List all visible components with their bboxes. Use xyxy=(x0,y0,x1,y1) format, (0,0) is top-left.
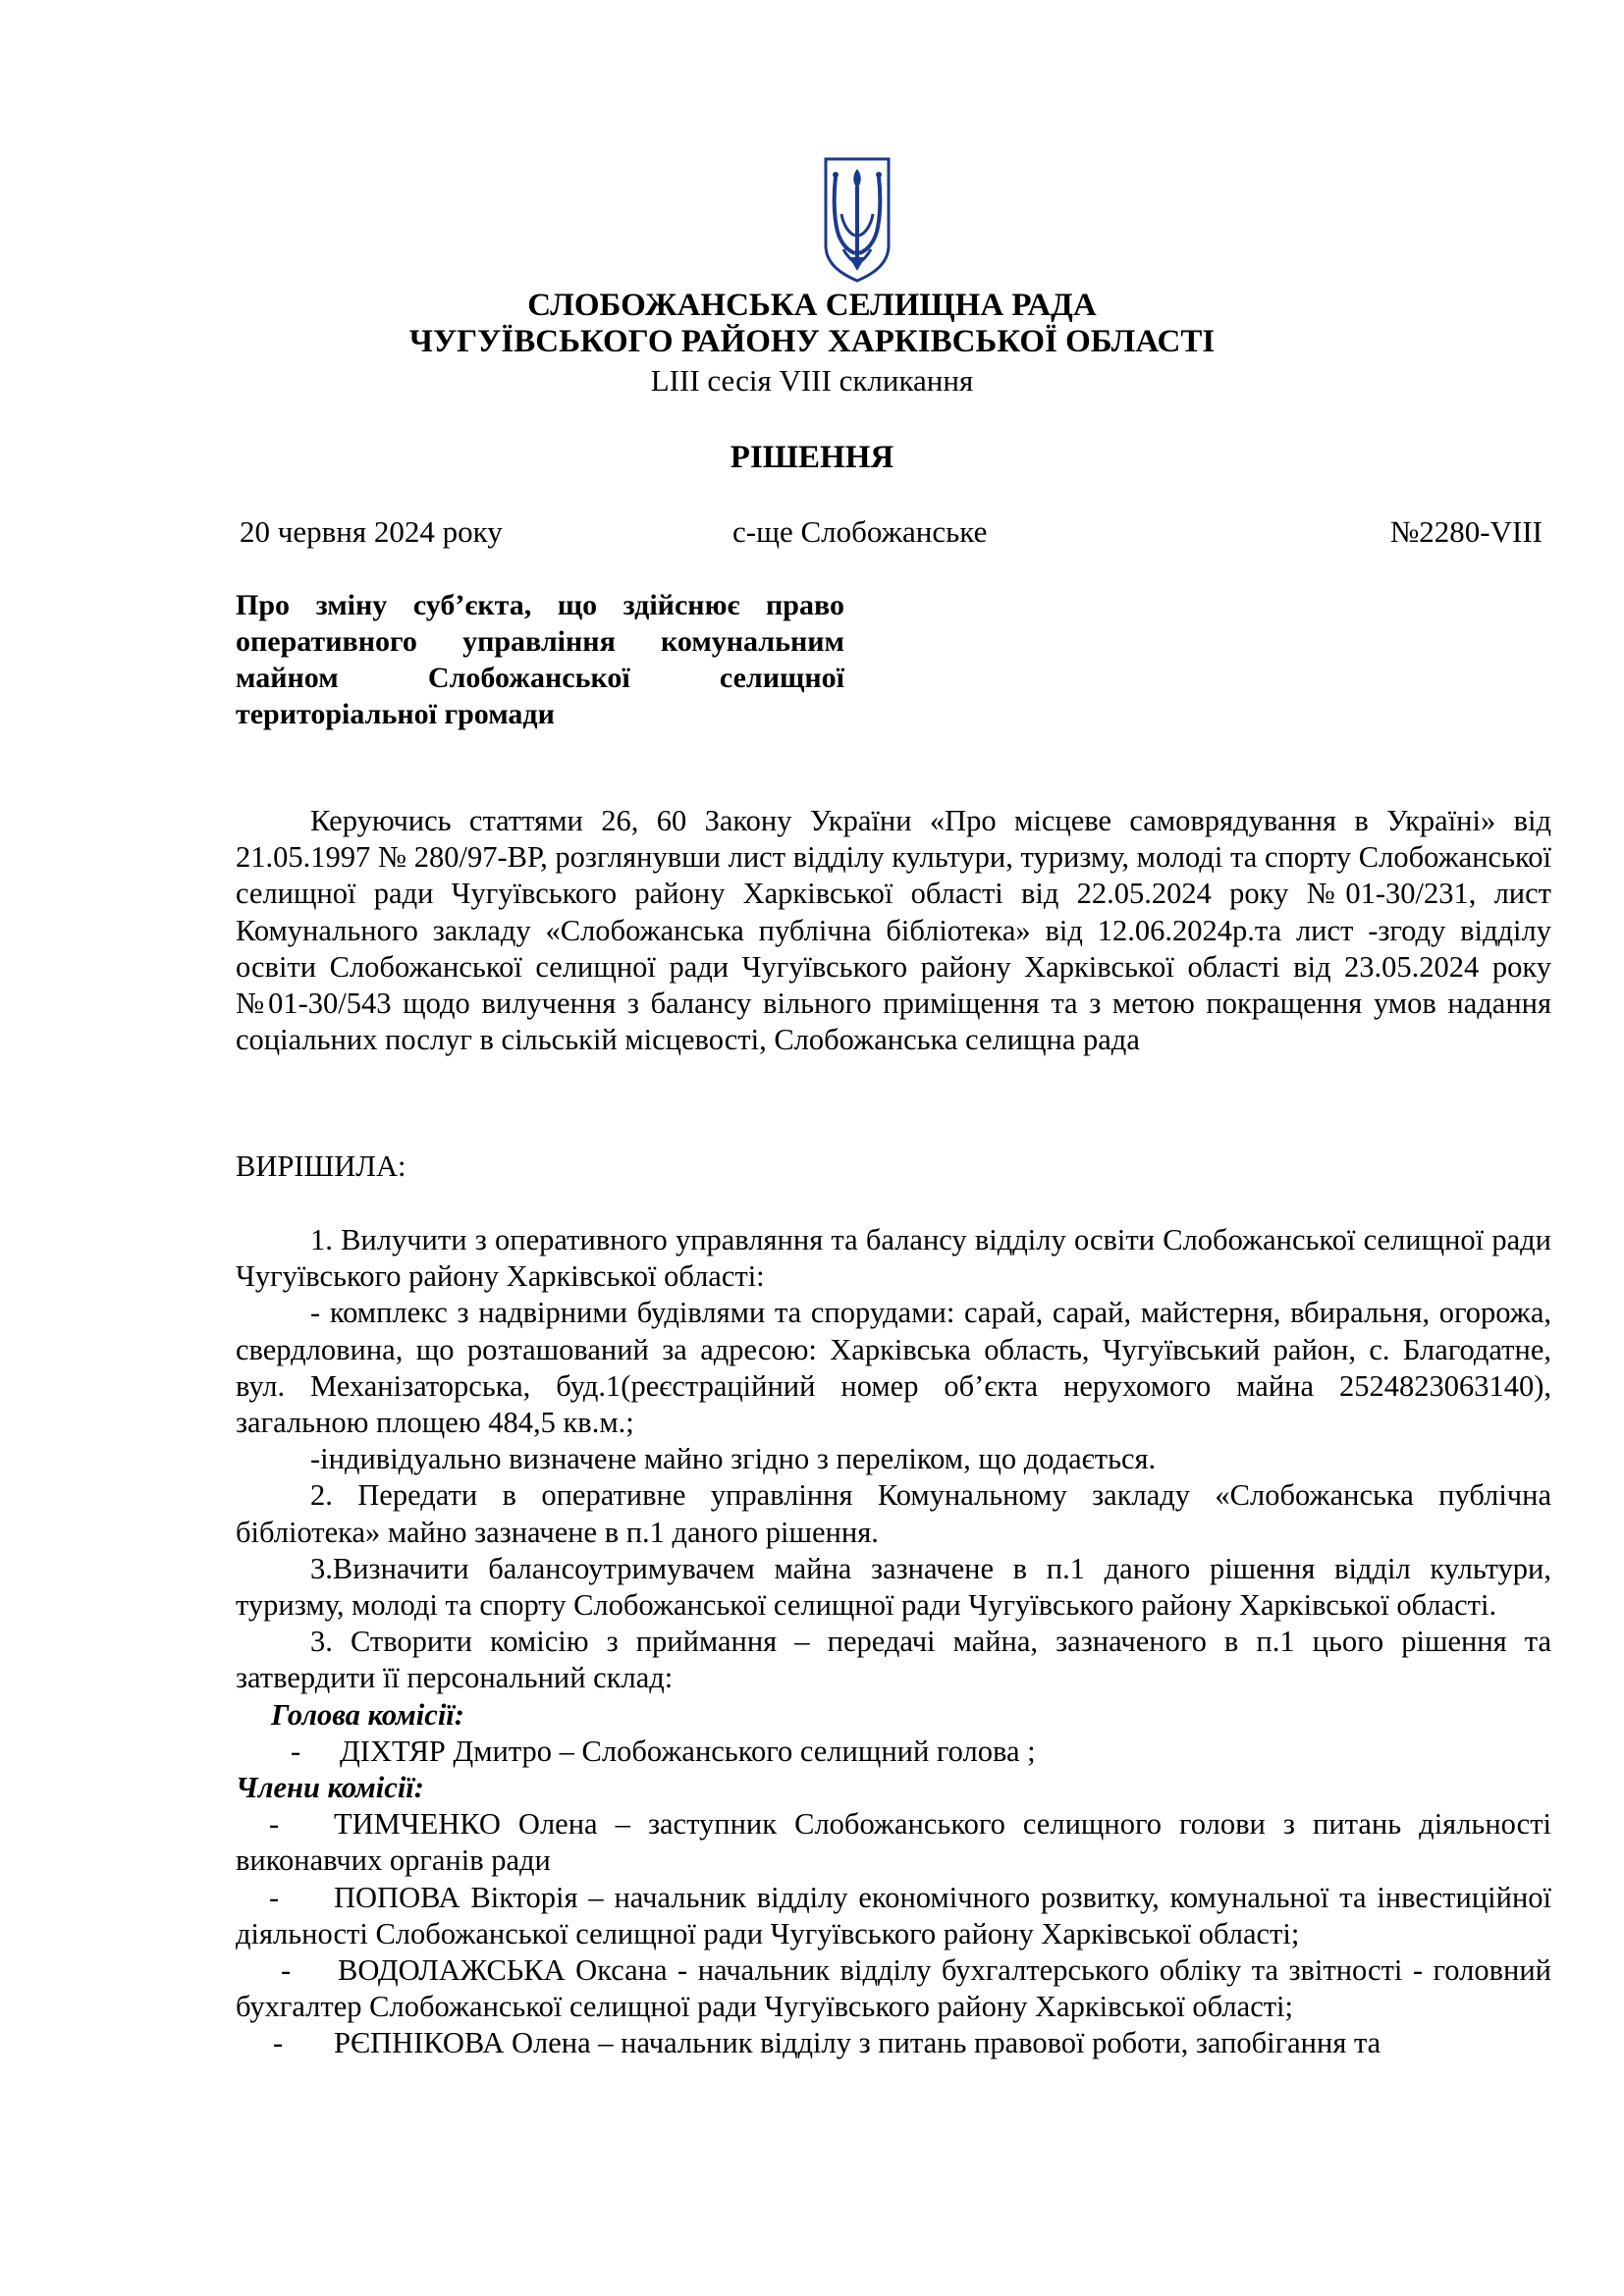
list-dash: - xyxy=(281,1953,292,1988)
list-dash: - xyxy=(273,2026,284,2060)
list-dash: - xyxy=(291,1734,301,1768)
commission-member-text: ТИМЧЕНКО Олена – заступник Слобожанського селищного голови з питань діяльності виконавчих органів ради xyxy=(236,1807,1551,1878)
commission-head-label: Голова комісії: xyxy=(271,1697,464,1732)
commission-member-text: ВОДОЛАЖСЬКА Оксана - начальник відділу бухгалтерського обліку та звітності - головний бухгалтер Слобожанської селищної ради Чугуївського району Харківської області; xyxy=(236,1953,1551,2024)
list-dash: - xyxy=(269,1880,280,1914)
subject-line: майном Слобожанської селищної xyxy=(236,662,844,694)
decision-items xyxy=(236,1222,1551,2062)
decided-heading: ВИРІШИЛА: xyxy=(236,1149,406,1183)
item-3: 3.Визначити балансоутримувачем майна зазначене в п.1 даного рішення відділ культури, туризму, молоді та спорту Слобожанської селищної ради Чугуївського району Харківської області. xyxy=(236,1551,1551,1623)
preamble-paragraph: Керуючись статтями 26, 60 Закону України «Про місцеве самоврядування в Україні» від 21.05.1997 № 280/97-ВР, розглянувши лист відділу культури, туризму, молоді та спорту Слобожанської селищної ради Чугуївського району Харківської області від 22.05.2024 року №01-30/231, лист Комунального закладу «Слобожанська публічна бібліотека» від 12.06.2024р.та лист -згоду відділу освіти Слобожанської селищної ради Чугуївського району Харківської області від 23.05.2024 року №01-30/543 щодо вилучення з балансу вільного приміщення та з метою покращення умов надання соціальних послуг в сільській місцевості, Слобожанська селищна рада xyxy=(236,804,1551,1057)
commission-members-label: Члени комісії: xyxy=(236,1771,424,1805)
decision-subject xyxy=(236,587,844,732)
commission-head-text: ДІХТЯР Дмитро – Слобожанського селищний голова ; xyxy=(340,1734,1036,1768)
item-1a: - комплекс з надвірними будівлями та спорудами: сарай, сарай, майстерня, вбиральня, огорожа, свердловина, що розташований за адресою: Харківська область, Чугуївський район, с. Благодатне, вул. Механізаторська, буд.1(реєстраційний номер об’єкта нерухомого майна 2524823063140), загальною площею 484,5 кв.м.; xyxy=(236,1296,1551,1440)
item-4: 3. Створити комісію з приймання – передачі майна, зазначеного в п.1 цього рішення та затвердити її персональний склад: xyxy=(236,1625,1551,1695)
subject-line: Про зміну суб’єкта, що здійснює право xyxy=(236,589,844,621)
preamble-section xyxy=(236,803,1551,1058)
item-2: 2. Передати в оперативне управління Комунальному закладу «Слобожанська публічна бібліотека» майно зазначене в п.1 даного рішення. xyxy=(236,1478,1551,1549)
decision-date: 20 червня 2024 року xyxy=(240,514,503,549)
commission-member xyxy=(236,1952,1551,2025)
coat-of-arms-trident-icon xyxy=(822,155,893,285)
subject-line: оперативного управління комунальним xyxy=(236,625,844,658)
commission-member-text: ПОПОВА Вікторія – начальник відділу економічного розвитку, комунальної та інвестиційної діяльності Слобожанської селищної ради Чугуївського району Харківської області; xyxy=(236,1880,1551,1950)
list-dash: - xyxy=(269,1807,280,1842)
commission-head xyxy=(236,1734,1551,1770)
commission-member-text: РЄПНІКОВА Олена – начальник відділу з питань правової роботи, запобігання та xyxy=(334,2026,1381,2060)
commission-member xyxy=(236,1806,1551,1879)
item-1: 1. Вилучити з оперативного управляння та балансу відділу освіти Слобожанської селищної ради Чугуївського району Харківської області: xyxy=(236,1223,1551,1294)
commission-member xyxy=(236,1880,1551,1952)
decision-place: с-ще Слобожанське xyxy=(732,514,988,549)
decision-number: №2280-VIII xyxy=(1389,514,1543,549)
item-1b: -індивідуально визначене майно згідно з переліком, що додається. xyxy=(310,1442,1157,1476)
commission-member xyxy=(236,2025,1551,2061)
subject-line: територіальної громади xyxy=(236,698,555,730)
council-name: СЛОБОЖАНСЬКА СЕЛИЩНА РАДА xyxy=(527,288,1097,323)
session-line: LIII сесія VIII скликання xyxy=(650,363,974,398)
document-type: РІШЕННЯ xyxy=(730,440,894,475)
council-region: ЧУГУЇВСЬКОГО РАЙОНУ ХАРКІВСЬКОЇ ОБЛАСТІ xyxy=(408,324,1216,359)
